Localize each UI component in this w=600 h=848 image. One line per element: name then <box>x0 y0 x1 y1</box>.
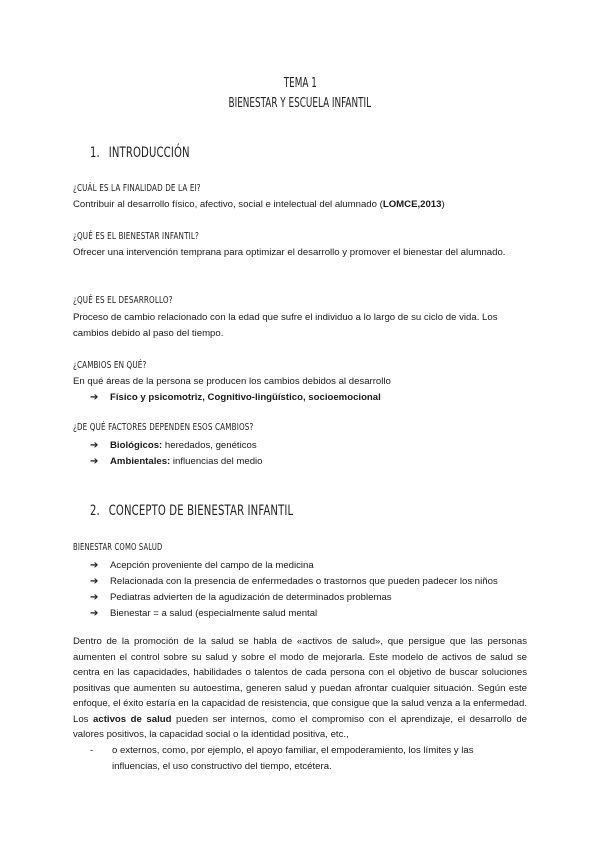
question-2: ¿QUÉ ES EL BIENESTAR INFANTIL? <box>73 231 200 242</box>
arrow-right-icon: ➔ <box>90 576 99 587</box>
question-4: ¿CAMBIOS EN QUÉ? <box>73 360 147 371</box>
areas-bullet-list <box>90 390 381 406</box>
answer-3: Proceso de cambio relacionado con la edad que sufre el individuo a lo largo de su ciclo de vida. Los cambios debido al paso del tiempo. <box>73 312 498 339</box>
list-item: ➔ Relacionada con la presencia de enfermedades o trastornos que pueden padecer los niños <box>90 574 498 590</box>
list-item: ➔ Biológicos: heredados, genéticos <box>90 438 263 454</box>
activos-salud-paragraph: Dentro de la promoción de la salud se habla de «activos de salud», que persigue que las personas aumenten el control sobre su salud y sobre el modo de mejorarla. Este modelo de activos de salud se centra en las capacidades, habilidades o talentos de cada persona con el objetivo de buscar soluciones positivas que aumenten su autoestima, generen salud y puedan afrontar cualquier situación. Según este enfoque, el éxito estaría en la capacidad de resistencia, que consigue que la salud venza a la enfermedad. Los activos de salud pueden ser internos, como el compromiso con el aprendizaje, el desarrollo de valores positivos, la capacidad social o la identidad positiva, etc., <box>73 636 527 740</box>
question-5: ¿DE QUÉ FACTORES DEPENDEN ESOS CAMBIOS? <box>73 422 254 433</box>
arrow-right-icon: ➔ <box>90 440 99 451</box>
doc-title-line-1: TEMA 1 <box>283 76 317 91</box>
externos-dash-item: - o externos, como, por ejemplo, el apoyo familiar, el empoderamiento, los límites y las influencias, el uso constructivo del tiempo, etcétera. <box>90 745 474 772</box>
arrow-right-icon: ➔ <box>90 608 99 619</box>
salud-bullet-list <box>90 558 498 622</box>
arrow-right-icon: ➔ <box>90 592 99 603</box>
list-item: ➔ Bienestar = a salud (especialmente salud mental <box>90 606 498 622</box>
question-3: ¿QUÉ ES EL DESARROLLO? <box>73 295 173 306</box>
list-item: ➔ Acepción proveniente del campo de la medicina <box>90 558 498 574</box>
list-item: ➔ Ambientales: influencias del medio <box>90 454 263 470</box>
answer-4: En qué áreas de la persona se producen los cambios debidos al desarrollo <box>73 376 391 387</box>
answer-2: Ofrecer una intervención temprana para optimizar el desarrollo y promover el bienestar del alumnado. <box>73 247 506 258</box>
section-1-heading: 1. INTRODUCCIÓN <box>90 145 190 161</box>
doc-title-line-2: BIENESTAR Y ESCUELA INFANTIL <box>228 96 372 111</box>
arrow-right-icon: ➔ <box>90 392 99 403</box>
arrow-right-icon: ➔ <box>90 456 99 467</box>
answer-1: Contribuir al desarrollo físico, afectivo, social e intelectual del alumnado (LOMCE,2013) <box>73 199 445 210</box>
question-1: ¿CUÁL ES LA FINALIDAD DE LA EI? <box>73 183 201 194</box>
list-item: ➔ Físico y psicomotriz, Cognitivo-lingüístico, socioemocional <box>90 390 381 406</box>
factors-bullet-list <box>90 438 263 470</box>
subheading-bienestar-salud: BIENESTAR COMO SALUD <box>73 542 163 553</box>
list-item: ➔ Pediatras advierten de la agudización de determinados problemas <box>90 590 498 606</box>
section-2-heading: 2. CONCEPTO DE BIENESTAR INFANTIL <box>90 503 294 519</box>
arrow-right-icon: ➔ <box>90 560 99 571</box>
